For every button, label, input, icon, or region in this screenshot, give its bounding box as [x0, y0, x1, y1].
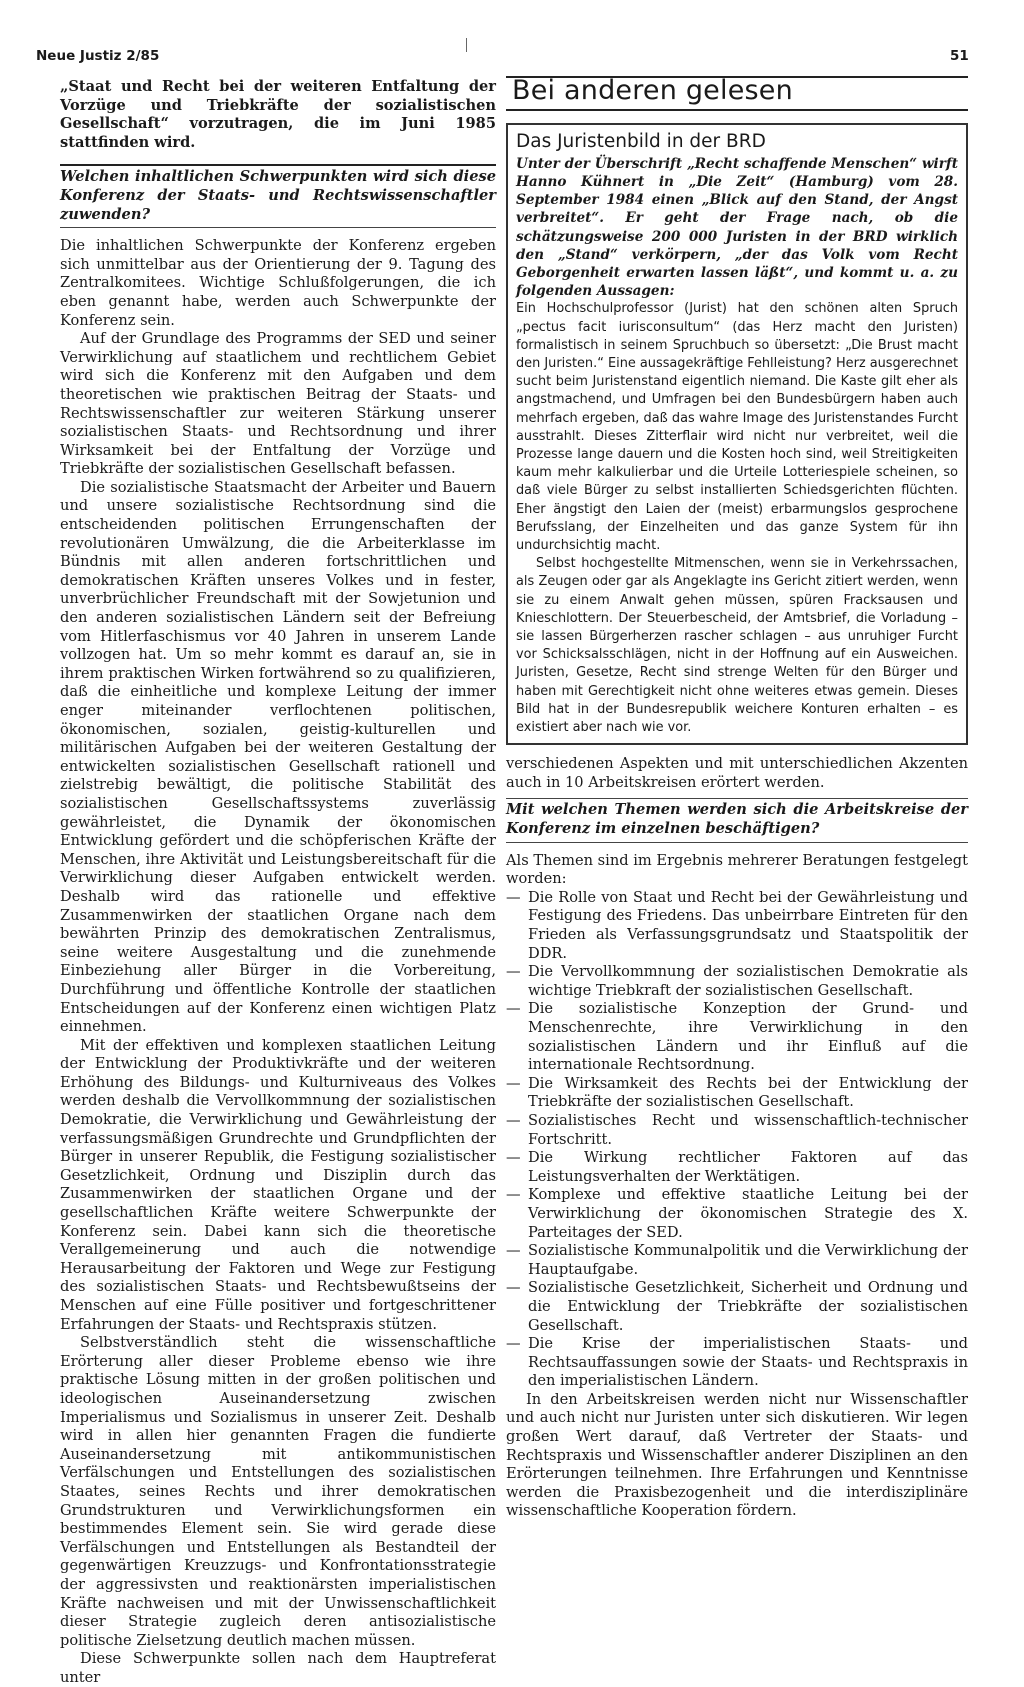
list-item: — Die Vervollkommnung der sozialistischen Demokratie als wichtige Triebkraft der sozialistischen Gesellschaft.	[506, 963, 968, 1000]
list-item: — Die Krise der imperialistischen Staats- und Rechtsauffassungen sowie der Staats- und Rechtspraxis in den imperialistischen Ländern.	[506, 1335, 968, 1391]
paragraph-4: Mit der effektiven und komplexen staatlichen Leitung der Entwicklung der Produktivkräfte und der weiteren Erhöhung des Bildungs- und Kulturniveaus des Volkes werden deshalb die Vervollkommnung der sozialistischen Demokratie, die Verwirklichung und Gewährleistung der verfassungsmäßigen Grundrechte und Grundpflichten der Bürger in unserer Republik, die Festigung sozialistischer Gesetzlichkeit, Ordnung und Disziplin durch das Zusammenwirken der staatlichen Organe und der gesellschaftlichen Kräfte weitere Schwerpunkte der Konferenz sein. Dabei kann sich die theoretische Verallgemeinerung und auch die notwendige Herausarbeitung der Faktoren und Wege zur Festigung des sozialistischen Staats- und Rechtsbewußtseins der Menschen auf eine Fülle positiver und fortgeschrittener Erfahrungen der Staats- und Rechtspraxis stützen.	[60, 1036, 496, 1333]
sidebar-box	[506, 123, 968, 746]
interview-question-1: Welchen inhaltlichen Schwerpunkten wird sich diese Konferenz der Staats- und Rechtswissenschaftler zuwenden?	[60, 166, 496, 228]
box-paragraph-2: Selbst hochgestellte Mitmenschen, wenn sie in Verkehrssachen, als Zeugen oder gar als Angeklagte ins Gericht zitiert werden, wenn sie zu einem Anwalt gehen müssen, spüren Fracksausen und Knieschlottern. Der Steuerbescheid, der Amtsbrief, die Vorladung – sie lassen Bürgerherzen rascher schlagen – aus unruhiger Furcht vor Schicksalsschlägen, nicht in der Hoffnung auf ein Ausweichen. Juristen, Gesetze, Recht sind strenge Welten für den Bürger und haben mit Gerechtigkeit nicht ohne weiteres etwas gemein. Dieses Bild hat in der Bundesrepublik weichere Konturen erhalten – es existiert aber nach wie vor.	[516, 556, 958, 736]
themes-intro: Als Themen sind im Ergebnis mehrerer Beratungen festgelegt worden:	[506, 851, 968, 888]
list-item: — Sozialistisches Recht und wissenschaftlich-technischer Fortschritt.	[506, 1112, 968, 1149]
paragraph-3: Die sozialistische Staatsmacht der Arbeiter und Bauern und unsere sozialistische Rechtsordnung sind die entscheidenden politischen Errungenschaften der revolutionären Umwälzung, die die Arbeiterklasse im Bündnis mit allen anderen fortschrittlichen und demokratischen Kräften unseres Volkes und in fester, unverbrüchlicher Freundschaft mit der Sowjetunion und den anderen sozialistischen Ländern seit der Befreiung vom Hitlerfaschismus vor 40 Jahren in unserem Lande vollzogen hat. Um so mehr kommt es darauf an, sie in ihrem praktischen Wirken fortwährend so zu qualifizieren, daß die einheitliche und komplexe Leitung der immer enger miteinander verflochtenen politischen, ökonomischen, sozialen, geistig-kulturellen und militärischen Aufgaben bei der weiteren Gestaltung der entwickelten sozialistischen Gesellschaft rationell und zielstrebig bewältigt, die politische Stabilität des sozialistischen Gesellschaftssystems zuverlässig gewährleistet, die Dynamik der ökonomischen Entwicklung gefördert und die schöpferischen Kräfte der Menschen, ihre Aktivität und Leistungsbereitschaft für die Verwirklichung dieser Aufgaben entwickelt werden. Deshalb wird das rationelle und effektive Zusammenwirken der staatlichen Organe nach dem bewährten Prinzip des demokratischen Zentralismus, seine weitere Ausgestaltung und die zunehmende Einbeziehung aller Bürger in die Vorbereitung, Durchführung und öffentliche Kontrolle der staatlichen Entscheidungen auf der Konferenz einen wichtigen Platz einnehmen.	[60, 478, 496, 1036]
page-number: 51	[950, 48, 969, 64]
right-column	[506, 76, 968, 1521]
list-item: — Die sozialistische Konzeption der Grund- und Menschenrechte, ihre Verwirklichung in den sozialistischen Ländern und ihr Einfluß auf die internationale Rechtsordnung.	[506, 1000, 968, 1074]
section-header	[506, 76, 968, 111]
continuation-text: verschiedenen Aspekten und mit unterschiedlichen Akzenten auch in 10 Arbeitskreisen erörtert werden.	[506, 755, 968, 791]
list-item: — Sozialistische Kommunalpolitik und die Verwirklichung der Hauptaufgabe.	[506, 1242, 968, 1279]
interview-question-2: Mit welchen Themen werden sich die Arbeitskreise der Konferenz im einzelnen beschäftigen?	[506, 799, 968, 842]
box-paragraph-1: Ein Hochschulprofessor (Jurist) hat den schönen alten Spruch „pectus facit iurisconsultum“ (das Herz macht den Juristen) formalistisch in seinem Spruchbuch so übersetzt: „Die Brust macht den Juristen.“ Eine aussagekräftige Fehlleistung? Herz ausgerechnet sucht beim Juristenstand eigentlich niemand. Die Kaste gilt eher als angstmachend, und Umfragen bei den Bundesbürgern haben auch mehrfach ergeben, daß das wahre Image des Juristenstandes Furcht ausstrahlt. Dieses Zitterflair wird nicht nur verbreitet, weil die Prozesse lange dauern und die Kosten hoch sind, weil Streitigkeiten kaum mehr kalkulierbar und die Urteile Lotteriespiele scheinen, so daß viele Bürger zu selbst installierten Schiedsgerichten flüchten. Eher ängstigt den Laien der (meist) erbarmungslos gesprochene Berufsslang, der Einzelheiten und das ganze System für ihn undurchsichtig macht.	[516, 301, 959, 554]
themes-list	[506, 889, 968, 1391]
list-item: — Die Wirkung rechtlicher Faktoren auf das Leistungsverhalten der Werktätigen.	[506, 1149, 968, 1186]
list-item: — Die Wirksamkeit des Rechts bei der Entwicklung der Triebkräfte der sozialistischen Gesellschaft.	[506, 1075, 968, 1112]
opening-text: „Staat und Recht bei der weiteren Entfaltung der Vorzüge und Triebkräfte der sozialistischen Gesellschaft“ vorzutragen, die im Juni 1985 stattfinden wird.	[60, 78, 496, 151]
paragraph-2: Auf der Grundlage des Programms der SED und seiner Verwirklichung auf staatlichem und rechtlichem Gebiet wird sich die Konferenz mit den Aufgaben und dem theoretischen wie praktischen Beitrag der Staats- und Rechtswissenschaftler zur weiteren Stärkung unserer sozialistischen Staats- und Rechtsordnung und ihrer Wirksamkeit bei der Entfaltung der Vorzüge und Triebkräfte der sozialistischen Gesellschaft befassen.	[60, 330, 496, 478]
paragraph-6: Diese Schwerpunkte sollen nach dem Hauptreferat unter	[60, 1650, 496, 1686]
section-title: Bei anderen gelesen	[512, 75, 793, 106]
list-item: — Komplexe und effektive staatliche Leitung bei der Verwirklichung der ökonomischen Strategie des X. Parteitages der SED.	[506, 1186, 968, 1242]
margin-mark	[466, 38, 467, 52]
journal-title: Neue Justiz 2/85	[36, 48, 160, 64]
box-title: Das Juristenbild in der BRD	[516, 130, 766, 152]
closing-paragraph: In den Arbeitskreisen werden nicht nur Wissenschaftler und auch nicht nur Juristen unter sich diskutieren. Wir legen großen Wert darauf, daß Vertreter der Staats- und Rechtspraxis und Wissenschaftler anderer Disziplinen an den Erörterungen teilnehmen. Ihre Erfahrungen und Kenntnisse werden die Praxisbezogenheit und die interdisziplinäre wissenschaftliche Kooperation fördern.	[506, 1390, 968, 1520]
list-item: — Sozialistische Gesetzlichkeit, Sicherheit und Ordnung und die Entwicklung der Triebkräfte der sozialistischen Gesellschaft.	[506, 1279, 968, 1335]
left-column	[60, 78, 496, 1687]
box-intro: Unter der Überschrift „Recht schaffende Menschen“ wirft Hanno Kühnert in „Die Zeit“ (Hamburg) vom 28. September 1984 einen „Blick auf den Stand, der Angst verbreitet“. Er geht der Frage nach, ob die schätzungsweise 200 000 Juristen in der BRD wirklich den „Stand“ verkörpern, „der das Volk vom Recht Geborgenheit erwarten lassen läßt“, und kommt u. a. zu folgenden Aussagen:	[516, 155, 958, 300]
list-item: — Die Rolle von Staat und Recht bei der Gewährleistung und Festigung des Friedens. Das unbeirrbare Eintreten für den Frieden als Verfassungsgrundsatz und Staatspolitik der DDR.	[506, 889, 968, 963]
paragraph-1: Die inhaltlichen Schwerpunkte der Konferenz ergeben sich unmittelbar aus der Orientierung der 9. Tagung des Zentralkomitees. Wichtige Schlußfolgerungen, die ich eben genannt habe, werden auch Schwerpunkte der Konferenz sein.	[60, 237, 496, 329]
paragraph-5: Selbstverständlich steht die wissenschaftliche Erörterung aller dieser Probleme ebenso wie ihre praktische Lösung mitten in der großen politischen und ideologischen Auseinandersetzung zwischen Imperialismus und Sozialismus in unserer Zeit. Deshalb wird in allen hier genannten Fragen die fundierte Auseinandersetzung mit antikommunistischen Verfälschungen und Entstellungen des sozialistischen Staates, seines Rechts und ihrer demokratischen Grundstrukturen und Verwirklichungsformen ein bestimmendes Element sein. Sie wird gerade diese Verfälschungen und Entstellungen als Bestandteil der gegenwärtigen Kreuzzugs- und Konfrontationsstrategie der aggressivsten und reaktionärsten imperialistischen Kräfte nachweisen und mit der Unwissenschaftlichkeit dieser Strategie zugleich deren antisozialistische politische Zielsetzung deutlich machen müssen.	[60, 1334, 496, 1649]
